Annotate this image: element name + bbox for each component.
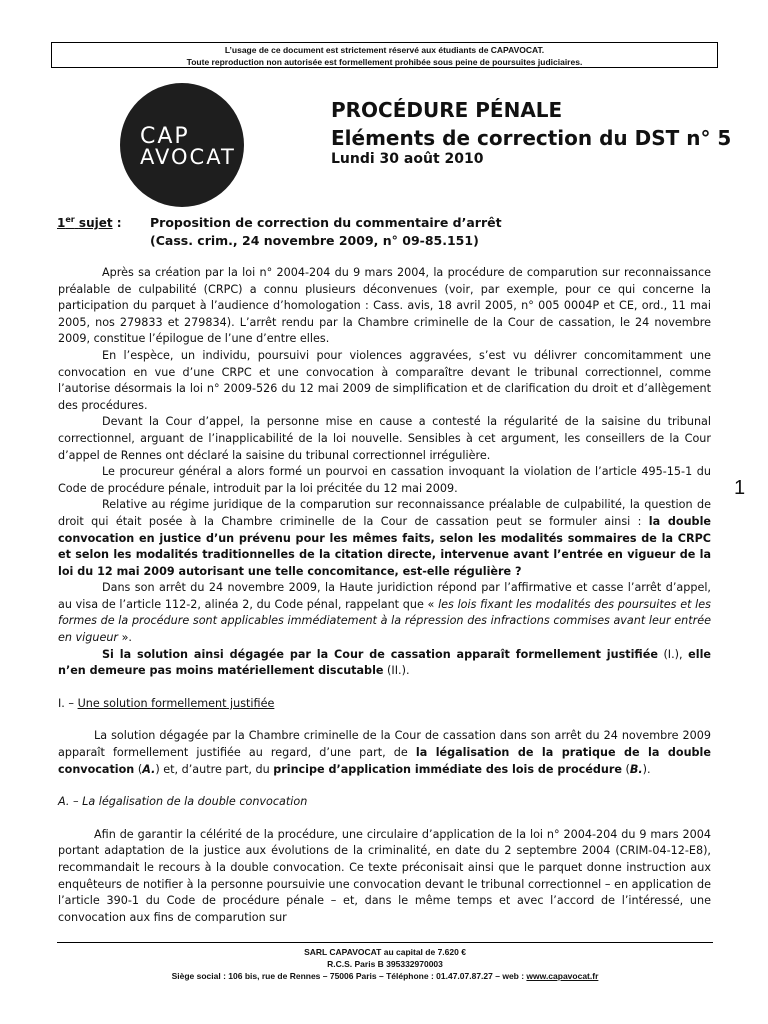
paragraph-pourvoi: Le procureur général a alors formé un pourvoi en cassation invoquant la violation de l’article 495-15-1 du Code de procédure pénale, introduit par la loi précitée du 12 mai 2009. bbox=[58, 465, 711, 495]
footer bbox=[57, 946, 713, 982]
section-1-text-mid: ) et, d’autre part, du bbox=[155, 762, 274, 776]
section-1-text-start: La solution dégagée par la Chambre criminelle de la Cour de cassation dans son arrêt du 24 novembre 2009 apparaît formellement justifiée au regard, d’une part, de bbox=[58, 729, 711, 760]
footer-line2: R.C.S. Paris B 395332970003 bbox=[327, 959, 443, 969]
usage-notice-line1: L’usage de ce document est strictement réservé aux étudiants de CAPAVOCAT. bbox=[224, 45, 545, 55]
plan-ref2: (II.). bbox=[383, 664, 410, 678]
paragraph-appeal: Devant la Cour d’appel, la personne mise en cause a contesté la régularité de la saisine du tribunal correctionnel, arguant de l’inapplicabilité de la loi nouvelle. Sensibles à cet argument, les conseillers de la Cour d’appel de Rennes ont déclaré la saisine du tribunal correctionnel irrégulière. bbox=[58, 415, 711, 462]
page-number: 1 bbox=[734, 477, 746, 499]
footer-line1: SARL CAPAVOCAT au capital de 7.620 € bbox=[304, 947, 466, 957]
holding-start: Dans son arrêt du 24 novembre 2009, la Haute juridiction répond par l’affirmative et casse l’arrêt d’appel, au visa de l’article 112-2, alinéa 2, du Code pénal, rappelant que « bbox=[58, 581, 711, 611]
plan-part2: elle n’en demeure pas moins matériellement discutable bbox=[58, 647, 711, 678]
subsection-a-title: A. – La légalisation de la double convocation bbox=[58, 795, 308, 809]
holding-end: ». bbox=[118, 631, 132, 645]
paragraph-facts: En l’espèce, un individu, poursuivi pour violences aggravées, s’est vu délivrer concomitamment une convocation en vue d’une CRPC et une convocation à comparaître devant le tribunal correctionnel, comme l’autorise désormais la loi n° 2009-526 du 12 mai 2009 de simplification et de clarification du droit et d’allègement des procédures. bbox=[58, 348, 711, 412]
usage-notice-line2: Toute reproduction non autorisée est formellement prohibée sous peine de poursuites judiciaires. bbox=[186, 57, 583, 67]
paragraph-plan bbox=[58, 647, 711, 680]
section-1-bold-2: principe d’application immédiate des lois de procédure bbox=[273, 762, 622, 776]
usage-notice-box bbox=[51, 42, 718, 68]
logo-text-cap: CAP bbox=[140, 124, 190, 149]
paragraph-section-1 bbox=[58, 728, 711, 778]
plan-ref1: (I.), bbox=[657, 647, 689, 661]
footer-divider bbox=[57, 942, 713, 943]
document-date: Lundi 30 août 2010 bbox=[331, 151, 484, 167]
section-1-ref-a: A. bbox=[142, 762, 156, 776]
question-of-law: la double convocation en justice d’un prévenu pour les mêmes faits, selon les modalités sommaires de la CRPC et selon les modalités traditionnelles de la citation directe, intervenue avant l’entrée en vigueur de la loi du 12 mai 2009 autorisant une telle concomitance, est-elle régulière ? bbox=[58, 514, 711, 578]
section-1-title bbox=[58, 696, 711, 713]
paragraph-subsection-a: Afin de garantir la célérité de la procédure, une circulaire d’application de la loi n° 2004-204 du 9 mars 2004 portant adaptation de la justice aux évolutions de la criminalité, en date du 2 septembre 2004 (CRIM-04-12-E8), recommandait le recours à la double convocation. Ce texte préconisait ainsi que le parquet donne instruction aux enquêteurs de notifier à la personne poursuivie une convocation devant le tribunal correctionnel – en application de l’article 390-1 du Code de procédure pénale – et, dans le même temps et avec l’accord de l’intéressé, une convocation aux fins de comparution sur bbox=[58, 827, 711, 924]
holding-quote: les lois fixant les modalités des poursuites et les formes de la procédure sont applicables immédiatement à la répression des infractions commises avant leur entrée en vigueur bbox=[58, 597, 711, 645]
section-1-prefix: I. – bbox=[58, 696, 78, 710]
sujet-word: sujet bbox=[78, 216, 113, 230]
sujet-number: 1 bbox=[57, 216, 66, 230]
paragraph-holding bbox=[58, 580, 711, 646]
sujet-number-sup: er bbox=[65, 215, 75, 224]
sujet-label bbox=[57, 215, 122, 230]
section-1-paren-open-2: ( bbox=[621, 762, 630, 776]
sujet-title-line2: (Cass. crim., 24 novembre 2009, n° 09-85.151) bbox=[150, 233, 479, 248]
question-intro: Relative au régime juridique de la comparution sur reconnaissance préalable de culpabilité, la question de droit qui était posée à la Chambre criminelle de la Cour de cassation peut se formuler ainsi : bbox=[58, 498, 711, 528]
footer-address: Siège social : 106 bis, rue de Rennes – 75006 Paris – Téléphone : 01.47.07.87.27 – web : bbox=[171, 971, 527, 981]
capavocat-logo bbox=[120, 83, 244, 207]
section-1-paren-open-1: ( bbox=[134, 762, 143, 776]
footer-website-link[interactable]: www.capavocat.fr bbox=[526, 971, 599, 981]
sujet-title-line1: Proposition de correction du commentaire d’arrêt bbox=[150, 215, 502, 230]
document-title: PROCÉDURE PÉNALE bbox=[331, 98, 563, 122]
plan-part1: Si la solution ainsi dégagée par la Cour de cassation apparaît formellement justifiée bbox=[102, 647, 658, 661]
footer-line3 bbox=[57, 970, 713, 982]
section-1-text-end: ). bbox=[642, 762, 651, 776]
section-1-bold-1: la légalisation de la pratique de la double convocation bbox=[58, 746, 711, 776]
document-body bbox=[58, 265, 711, 926]
section-1-heading: Une solution formellement justifiée bbox=[77, 696, 275, 710]
document-subtitle: Eléments de correction du DST n° 5 bbox=[331, 126, 732, 150]
sujet-colon: : bbox=[112, 216, 122, 230]
section-1-ref-b: B. bbox=[629, 762, 643, 776]
paragraph-intro: Après sa création par la loi n° 2004-204 du 9 mars 2004, la procédure de comparution sur reconnaissance préalable de culpabilité (CRPC) a connu plusieurs déconvenues (voir, par exemple, pour ce qui concerne la participation du parquet à l’audience d’homologation : Cass. avis, 18 avril 2005, n° 005 0004P et CE, ord., 11 mai 2005, nos 279833 et 279834). L’arrêt rendu par la Chambre criminelle de la Cour de cassation, le 24 novembre 2009, constitue l’épilogue de l’une d’entre elles. bbox=[58, 266, 711, 346]
logo-text-avocat: AVOCAT bbox=[140, 145, 236, 169]
paragraph-question bbox=[58, 497, 711, 580]
